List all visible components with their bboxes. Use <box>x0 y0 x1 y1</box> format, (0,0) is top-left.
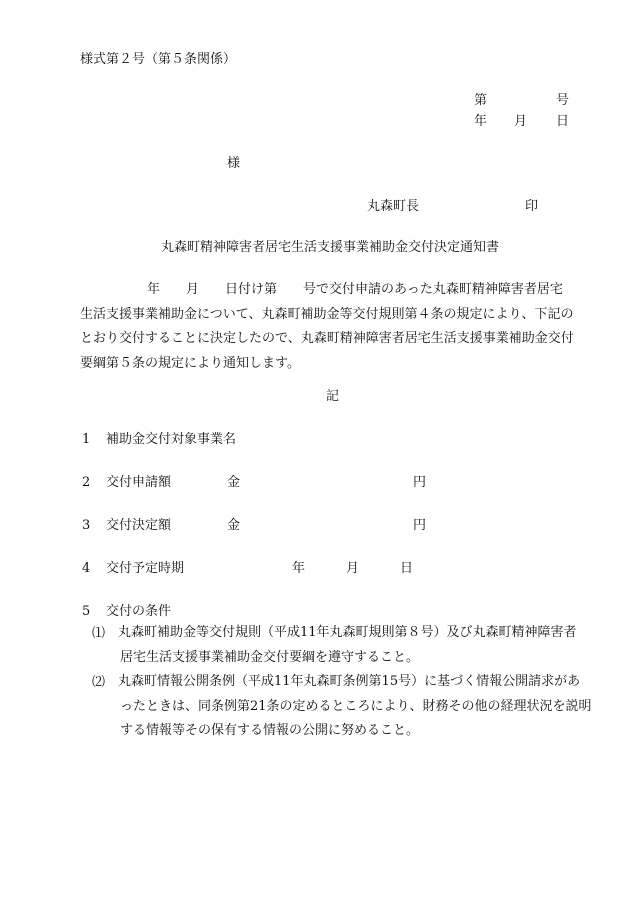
body-line: 年 月 日付け第 号で交付申請のあった丸森町精神障害者居宅 <box>147 282 563 297</box>
item-1-number: 1 <box>82 432 91 447</box>
item-1-label: 補助金交付対象事業名 <box>106 432 237 447</box>
condition-1-text <box>118 621 577 670</box>
item-5-number: 5 <box>82 604 91 619</box>
condition-line: 居宅生活支援事業補助金交付要綱を遵守すること。 <box>120 649 420 665</box>
document-title: 丸森町精神障害者居宅生活支援事業補助金交付決定通知書 <box>161 240 500 255</box>
item-2-number: 2 <box>82 475 91 490</box>
doc-number-go: 号 <box>556 93 570 108</box>
item-3-number: 3 <box>82 518 91 533</box>
condition-2-text <box>118 670 592 744</box>
condition-line: 丸森町補助金等交付規則（平成11年丸森町規則第８号）及び丸森町精神障害者 <box>118 625 577 640</box>
doc-date-month: 月 <box>514 114 528 129</box>
item-2-kin: 金 <box>227 475 241 490</box>
item-2-label: 交付申請額 <box>106 475 172 490</box>
item-2-yen: 円 <box>413 475 427 490</box>
item-3-kin: 金 <box>227 518 241 533</box>
condition-line: 丸森町情報公開条例（平成11年丸森町条例第15号）に基づく情報公開請求があ <box>118 674 581 689</box>
item-4-day: 日 <box>400 561 414 576</box>
condition-line: する情報等その保有する情報の公開に努めること。 <box>120 723 420 738</box>
item-3-yen: 円 <box>413 518 427 533</box>
item-3-label: 交付決定額 <box>106 518 172 533</box>
doc-number-dai: 第 <box>474 93 488 108</box>
body-line: 生活支援事業補助金について、丸森町補助金等交付規則第４条の規定により、下記の <box>80 306 574 322</box>
condition-line: ったときは、同条例第21条の定めるところにより、財務その他の経理状況を説明 <box>120 698 592 714</box>
condition-1-number: ⑴ <box>92 626 106 641</box>
item-5-label: 交付の条件 <box>106 604 172 619</box>
item-4-year: 年 <box>292 561 306 576</box>
body-line: 要綱第５条の規定により通知します。 <box>80 355 300 371</box>
body-line: とおり交付することに決定したので、丸森町精神障害者居宅生活支援事業補助金交付 <box>80 331 574 346</box>
condition-2-number: ⑵ <box>92 675 106 690</box>
seal-mark: 印 <box>525 199 539 214</box>
ki-heading: 記 <box>326 389 340 404</box>
doc-date-year: 年 <box>474 114 488 129</box>
item-4-month: 月 <box>346 561 360 576</box>
item-4-label: 交付予定時期 <box>106 561 185 576</box>
form-label: 様式第２号（第５条関係） <box>80 52 237 67</box>
addressee-sama: 様 <box>227 156 241 171</box>
item-4-number: 4 <box>82 561 91 576</box>
sender-title: 丸森町長 <box>367 199 420 214</box>
doc-date-day: 日 <box>556 114 570 129</box>
body-paragraph <box>80 278 590 376</box>
